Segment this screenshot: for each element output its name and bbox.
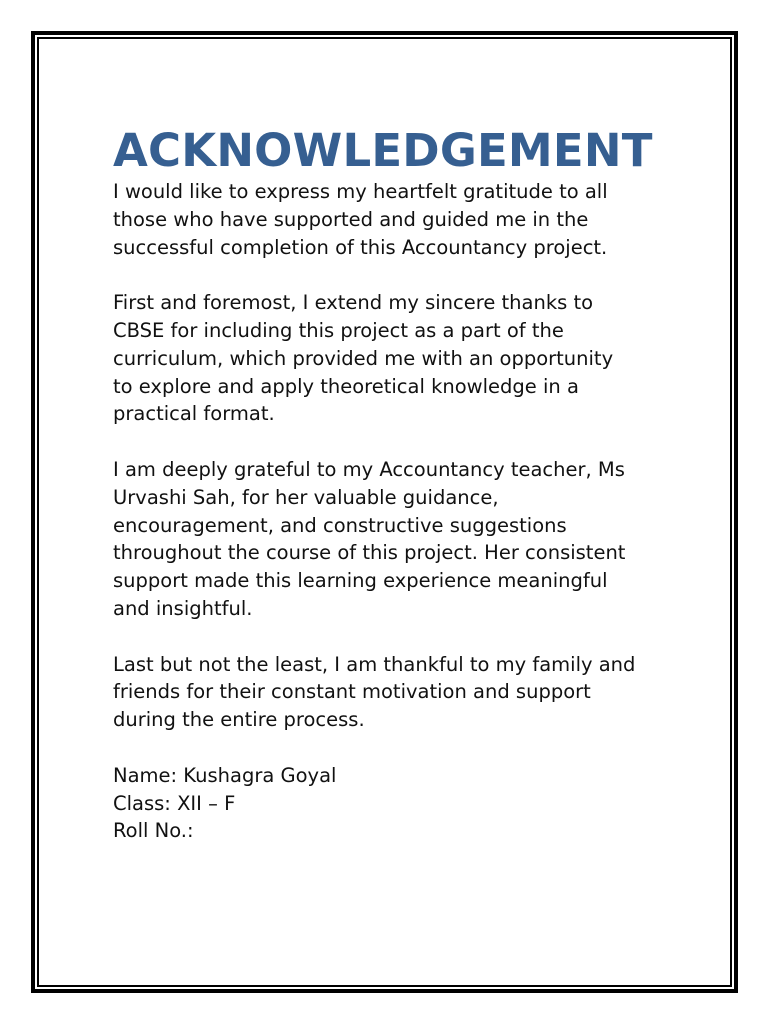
student-name: Name: Kushagra Goyal — [113, 763, 337, 787]
page-title: ACKNOWLEDGEMENT — [113, 124, 653, 177]
student-details — [113, 762, 673, 845]
cbse-thanks-paragraph: First and foremost, I extend my sincere thanks to CBSE for including this project as a part of the curriculum, which provided me with an opportunity to explore and apply theoretical knowledge in a practical format. — [113, 291, 614, 426]
student-class: Class: XII – F — [113, 791, 236, 815]
teacher-thanks-paragraph: I am deeply grateful to my Accountancy teacher, Ms Urvashi Sah, for her valuable guidance, encouragement, and constructive suggestions throughout the course of this project. Her consistent support made this learning experience meaningful and insightful. — [113, 457, 626, 620]
gratitude-paragraph: I would like to express my heartfelt gratitude to all those who have supported and guided me in the successful completion of this Accountancy project. — [113, 180, 608, 259]
student-roll-number: Roll No.: — [113, 819, 194, 843]
acknowledgement-page — [113, 124, 673, 845]
family-thanks-paragraph: Last but not the least, I am thankful to my family and friends for their constant motivation and support during the entire process. — [113, 652, 636, 732]
